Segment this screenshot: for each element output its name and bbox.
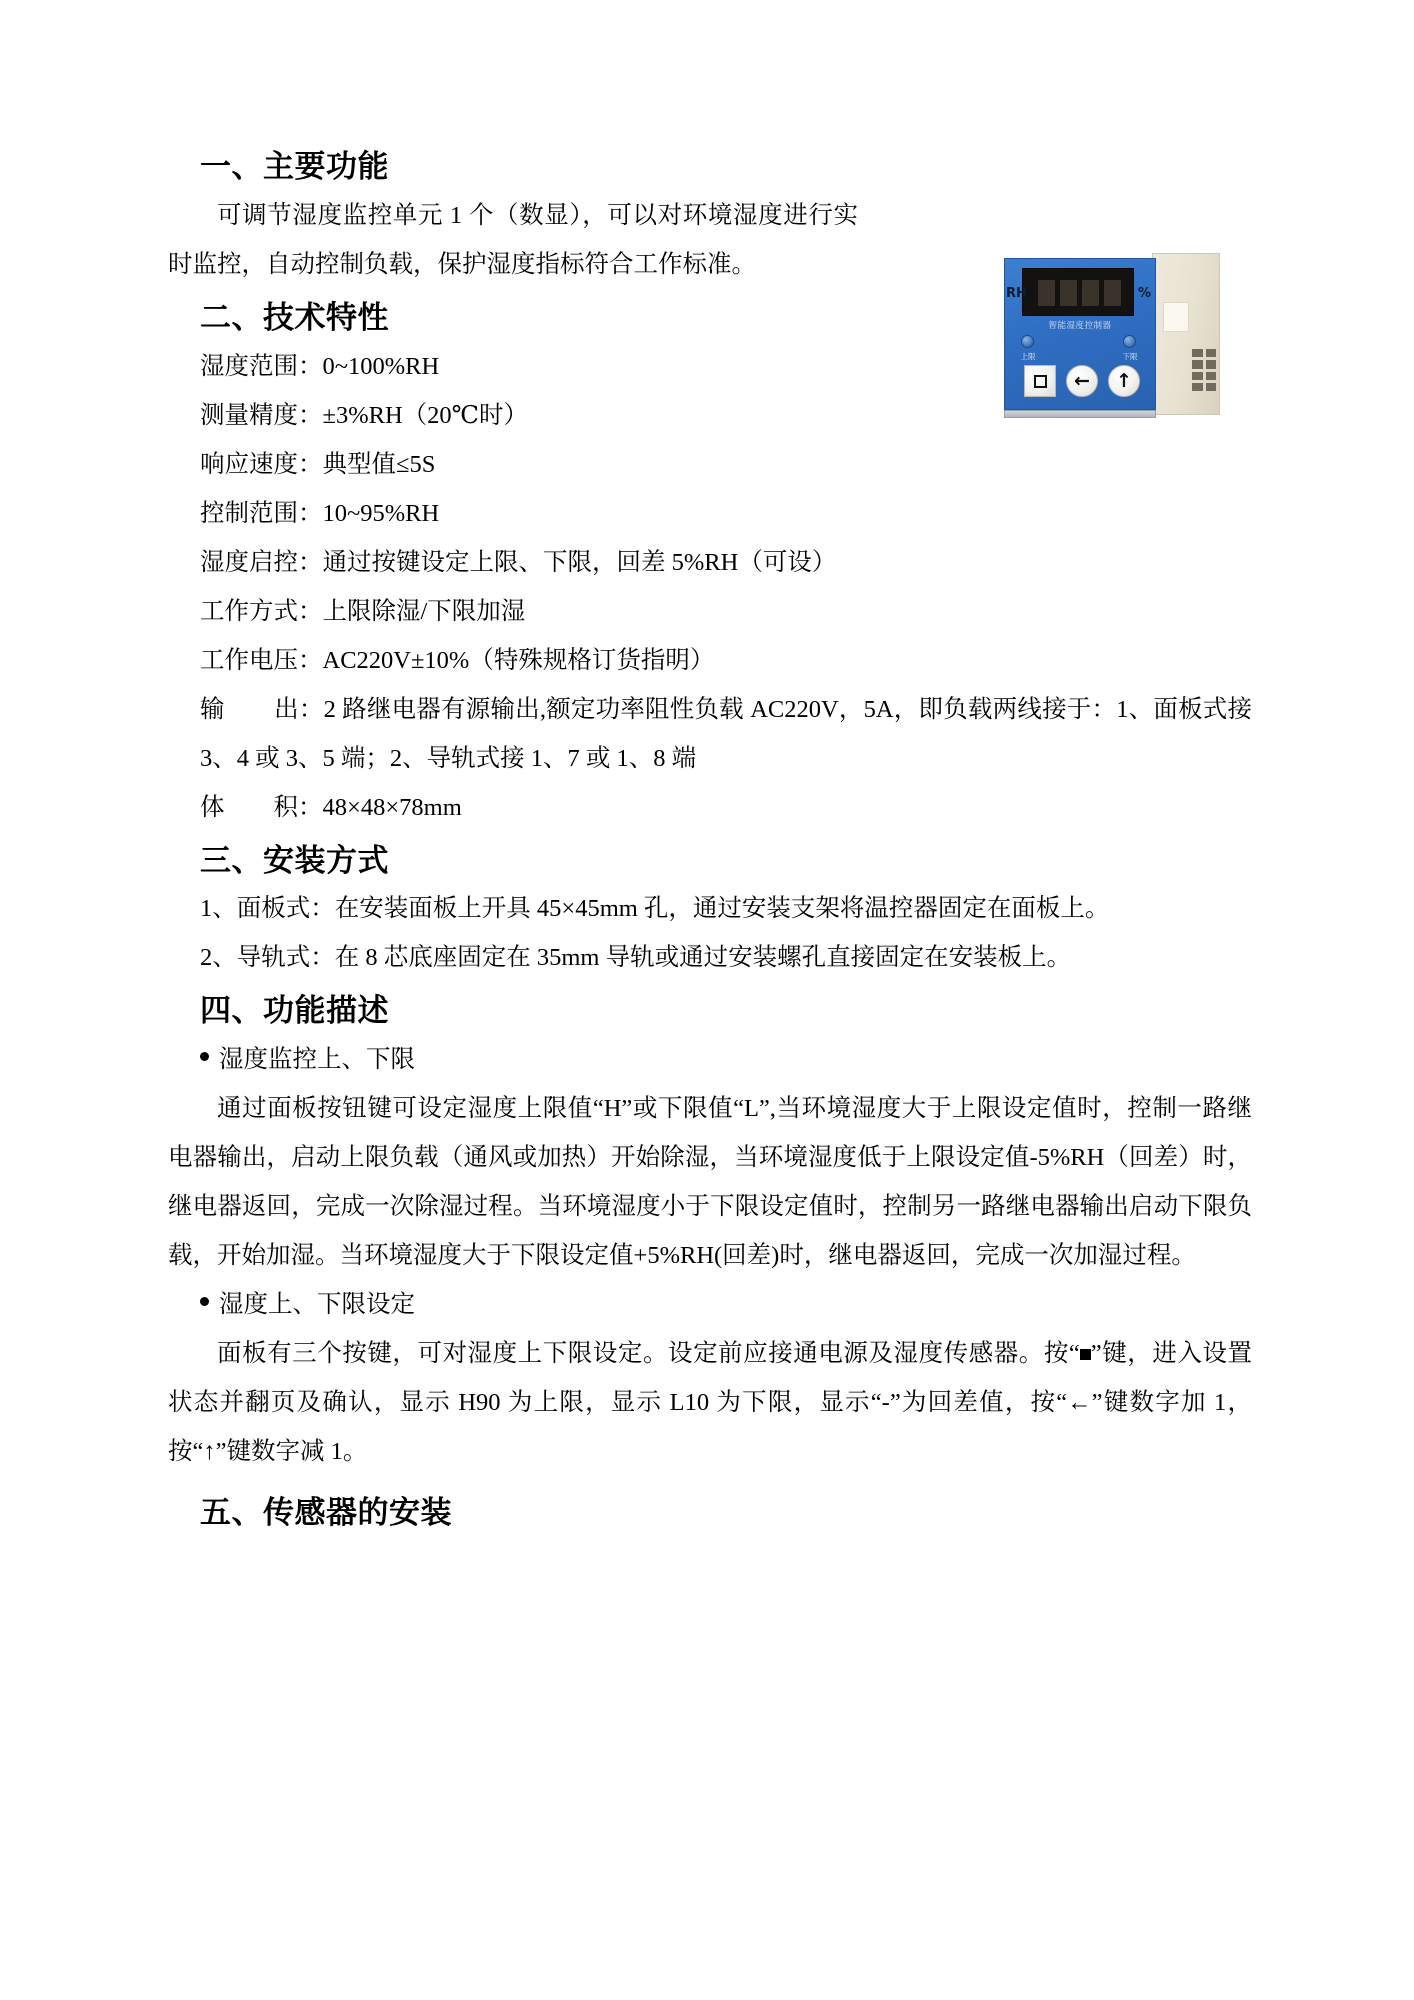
led-display <box>1022 268 1134 316</box>
heading-sensor-installation: 五、传感器的安装 <box>200 1495 452 1531</box>
spec-label: 响应速度 <box>200 450 298 478</box>
left-arrow-icon: ← <box>1074 369 1090 392</box>
display-digits <box>1029 279 1129 307</box>
indicator-led-lower <box>1123 335 1136 348</box>
installation-item: 2、导轨式：在 8 芯底座固定在 35mm 导轨或通过安装螺孔直接固定在安装板上。 <box>200 944 1072 972</box>
spec-row: 响应速度：典型值≤5S <box>200 450 436 478</box>
spec-row: 控制范围：10~95%RH <box>200 499 440 527</box>
heading-technical-features: 二、技术特性 <box>200 299 389 336</box>
paragraph-limit-setting-a: 面板有三个按键，可对湿度上下限设定。设定前应接通电源及湿度传感器。按“ <box>217 1340 1080 1367</box>
indicator-led-upper <box>1021 335 1034 348</box>
paragraph-limit-setting <box>168 1329 1252 1476</box>
bullet-item-limit-setting <box>200 1280 1252 1329</box>
square-key-icon <box>1080 1349 1091 1360</box>
spec-value: 上限除湿/下限加湿 <box>322 597 526 625</box>
installation-item: 1、面板式：在安装面板上开具 45×45mm 孔，通过安装支架将温控器固定在面板上。 <box>200 895 1110 923</box>
heading-installation: 三、安装方式 <box>200 842 389 879</box>
display-label-percent: % <box>1137 286 1151 301</box>
faceplate-model-text: 智能湿度控制器 <box>1048 321 1112 331</box>
device-body <box>1000 241 1222 424</box>
vent-grid-icon <box>1192 349 1216 391</box>
paragraph-monitor-limits: 通过面板按钮键可设定湿度上限值“H”或下限值“L”,当环境湿度大于上限设定值时，控制一路继电器输出，启动上限负载（通风或加热）开始除湿，当环境湿度低于上限设定值-5%RH（回差）时，继电器返回，完成一次除湿过程。当环境湿度小于下限设定值时，控制另一路继电器输出启动下限负载，开始加湿。当环境湿度大于下限设定值+5%RH(回差)时，继电器返回，完成一次加湿过程。 <box>168 1095 1252 1269</box>
paragraph-main-functions: 可调节湿度监控单元 1 个（数显），可以对环境湿度进行实时监控，自动控制负载，保护湿度指标符合工作标准。 <box>168 201 858 278</box>
spec-value: 0~100%RH <box>322 352 440 380</box>
device-base <box>1004 410 1156 418</box>
spec-label-volume: 体 积 <box>200 793 298 821</box>
spec-row: 工作方式：上限除湿/下限加湿 <box>200 597 526 625</box>
up-arrow-button[interactable] <box>1108 365 1140 397</box>
spec-value-volume: 48×48×78mm <box>322 793 462 821</box>
bullet-label: 湿度监控上、下限 <box>219 1046 415 1073</box>
spec-value: AC220V±10%（特殊规格订货指明） <box>322 646 715 674</box>
bullet-item-monitor-limits <box>200 1035 1252 1084</box>
spec-row: 测量精度：±3%RH（20℃时） <box>200 401 529 429</box>
spec-row: 工作电压：AC220V±10%（特殊规格订货指明） <box>200 646 715 674</box>
set-square-button[interactable] <box>1024 365 1056 397</box>
spec-value-output: 2 路继电器有源输出,额定功率阻性负载 AC220V，5A，即负载两线接于：1、面板式接 3、4 或 3、5 端；2、导轨式接 1、7 或 1、8 端 <box>200 695 1253 772</box>
indicator-label-lower: 下限 <box>1122 352 1138 361</box>
rear-tab <box>1163 302 1189 332</box>
up-arrow-icon: ↑ <box>1116 369 1132 392</box>
device-button-row <box>1024 365 1140 399</box>
spec-label: 湿度启控 <box>200 548 298 576</box>
bullet-label: 湿度上、下限设定 <box>219 1291 415 1318</box>
spec-value: ±3%RH（20℃时） <box>322 401 529 429</box>
spec-value: 典型值≤5S <box>322 450 436 478</box>
bullet-dot-icon <box>200 1297 209 1306</box>
device-front-panel <box>1004 258 1156 410</box>
left-arrow-button[interactable] <box>1066 365 1098 397</box>
heading-function-description: 四、功能描述 <box>200 993 389 1030</box>
product-photo <box>1000 241 1222 424</box>
spec-label: 工作方式 <box>200 597 298 625</box>
spec-label: 控制范围 <box>200 499 298 527</box>
spec-row: 湿度启控：通过按键设定上限、下限，回差 5%RH（可设） <box>200 548 837 576</box>
spec-label-output: 输 出 <box>200 695 299 723</box>
heading-main-functions: 一、主要功能 <box>200 149 389 185</box>
spec-label: 测量精度 <box>200 401 298 429</box>
spec-row-output: 输 出：2 路继电器有源输出,额定功率阻性负载 AC220V，5A，即负载两线接于：1、面板式接 3、4 或 3、5 端；2、导轨式接 1、7 或 1、8 端 <box>200 695 1253 772</box>
spec-label: 工作电压 <box>200 646 298 674</box>
device-rear-case <box>1152 253 1220 415</box>
spec-value: 10~95%RH <box>322 499 440 527</box>
spec-row-volume: 体 积：48×48×78mm <box>200 793 462 821</box>
spec-label: 湿度范围 <box>200 352 298 380</box>
paragraph-limit-setting-b: ”键，进入设置状态并翻页及确认，显示 H90 为上限，显示 L10 为下限，显示“-”为回差值，按“←”键数字加 1，按“↑”键数字减 1。 <box>168 1340 1253 1465</box>
bullet-dot-icon <box>200 1052 209 1061</box>
spec-row: 湿度范围：0~100%RH <box>200 352 440 380</box>
indicator-label-upper: 上限 <box>1020 352 1036 361</box>
spec-value: 通过按键设定上限、下限，回差 5%RH（可设） <box>322 548 837 576</box>
display-label-rh: RH <box>1006 286 1027 301</box>
square-icon <box>1034 375 1047 388</box>
